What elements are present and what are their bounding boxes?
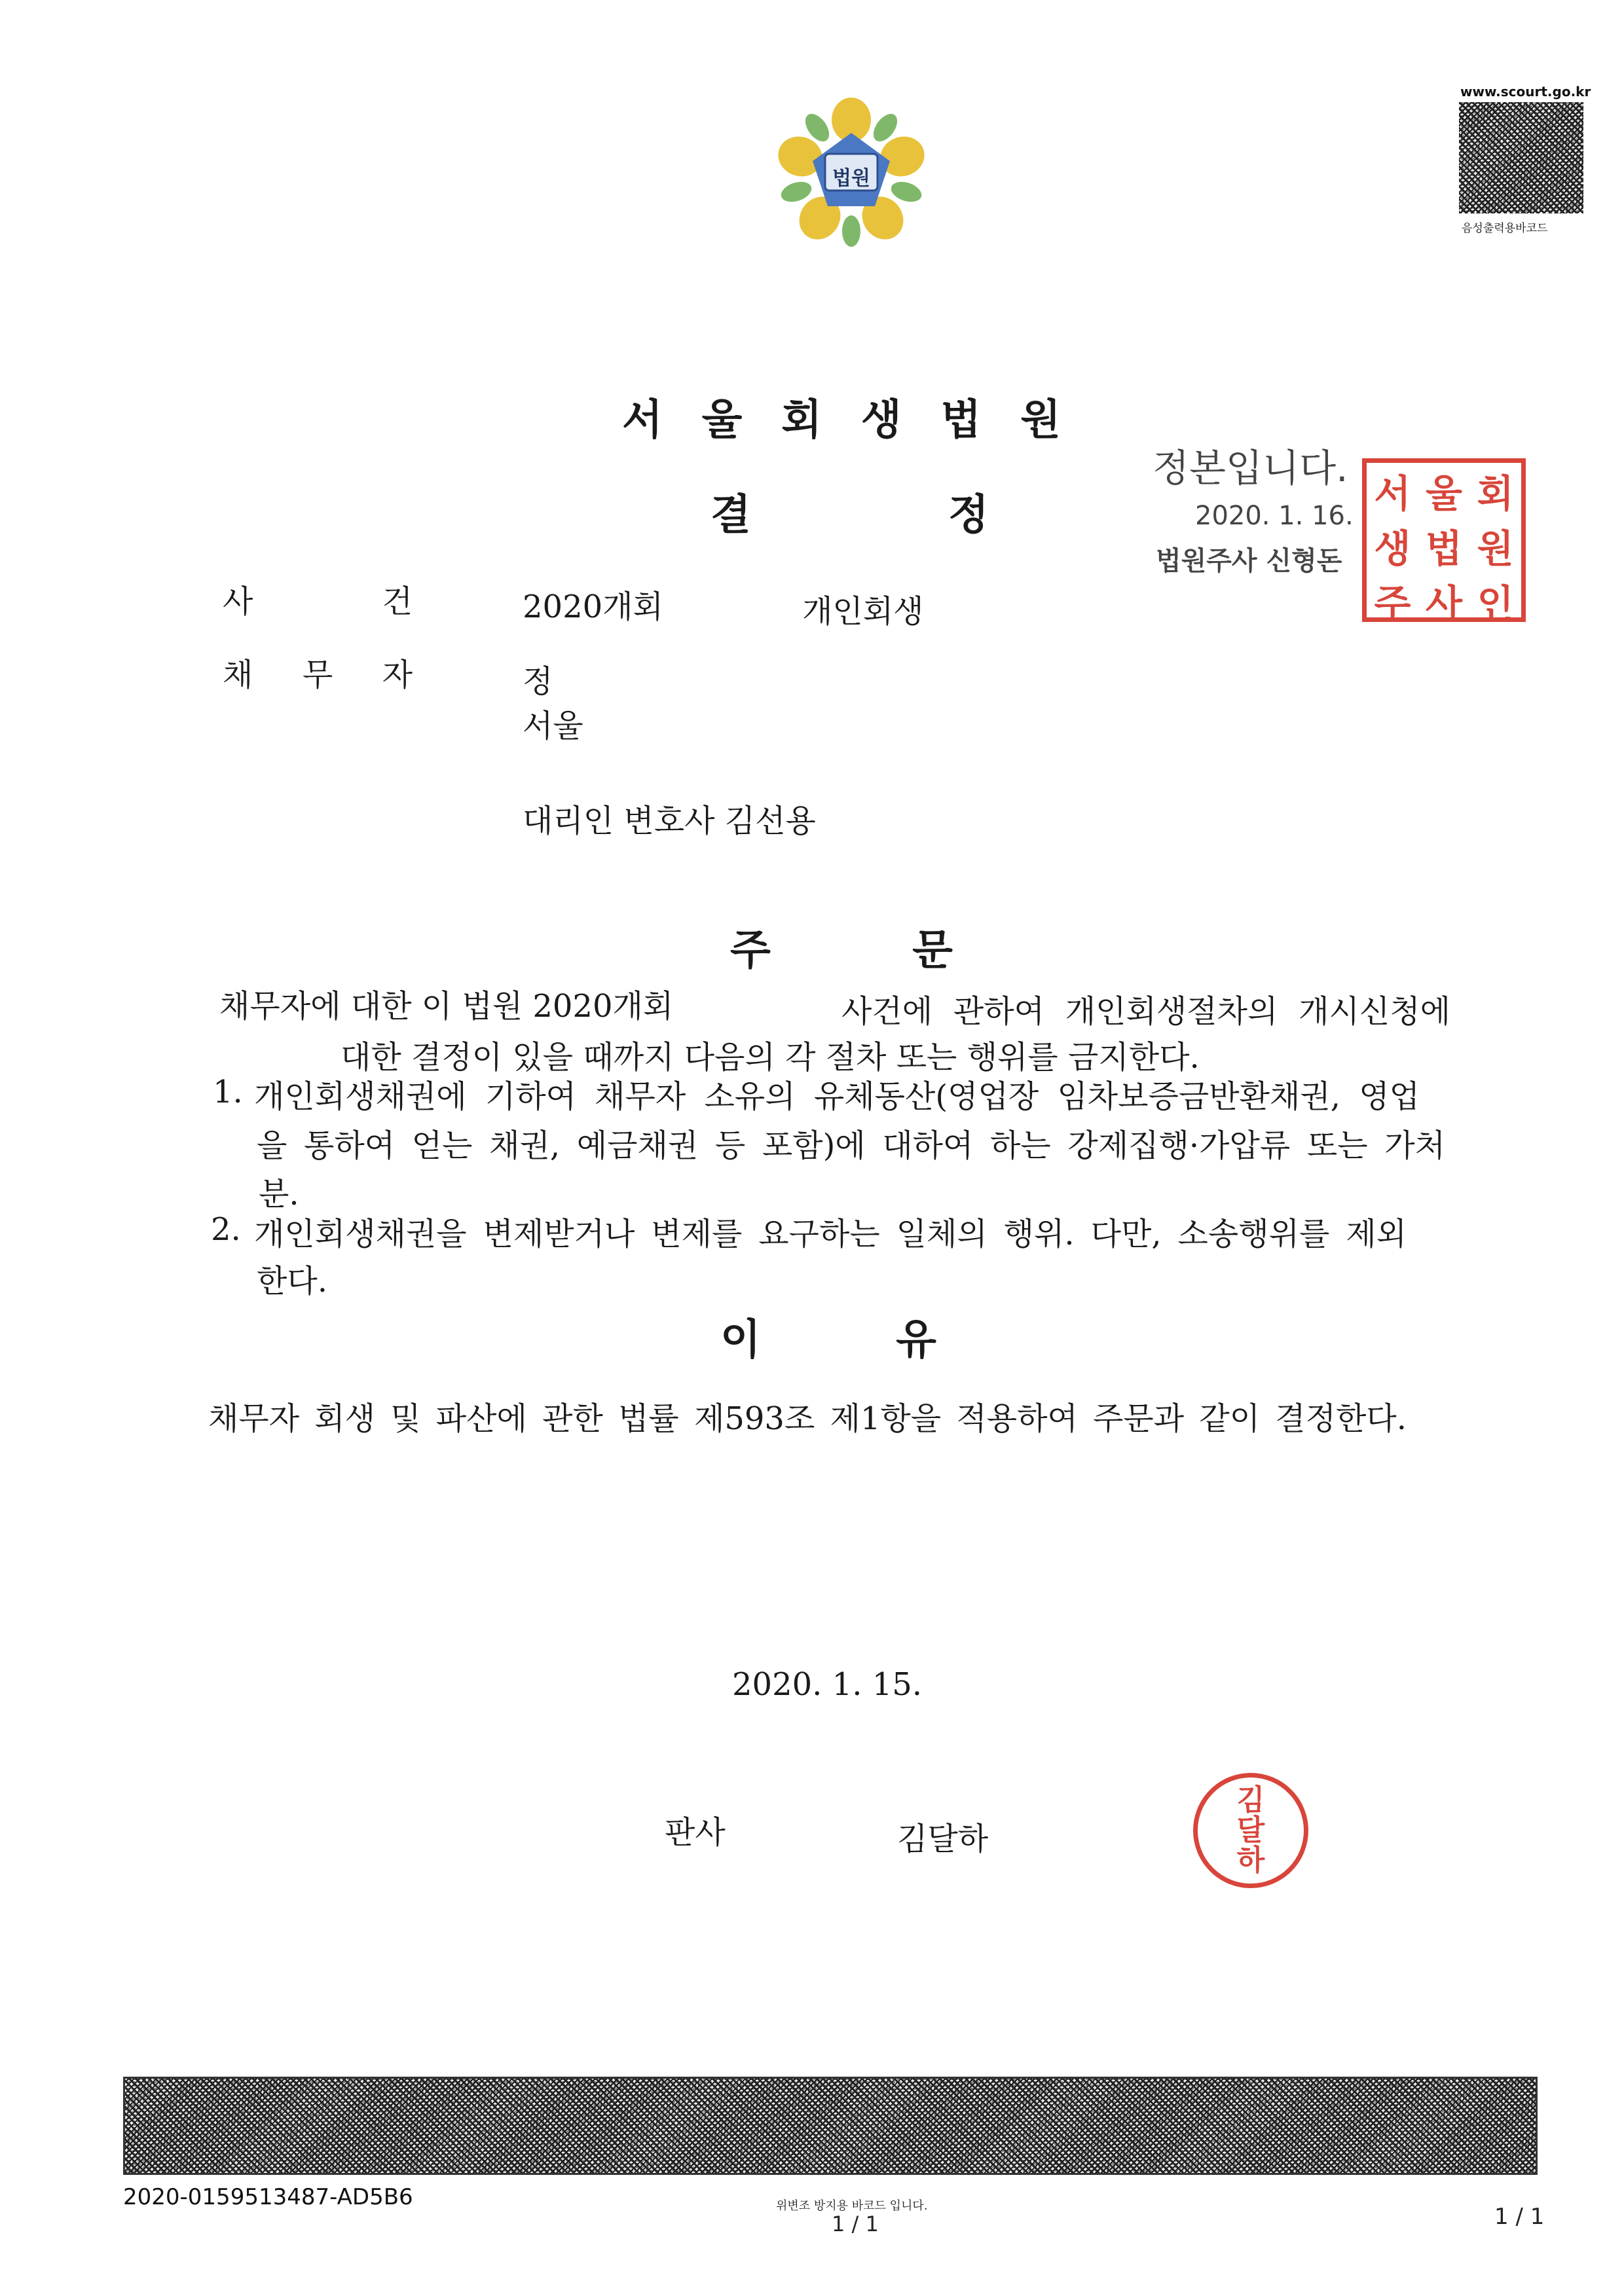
seal-char: 달 [1236,1813,1265,1847]
order-intro-part1: 채무자에 대한 이 법원 2020개회 [219,988,674,1025]
order-heading [730,917,953,977]
case-label [223,576,413,621]
doc-title-char: 정 [948,490,989,539]
order-intro-line2: 대한 결정이 있을 때까지 다음의 각 절차 또는 행위를 금지한다. [341,1039,1200,1076]
case-label-char: 사 [223,583,253,620]
page-number-center: 1 / 1 [832,2212,879,2236]
order-heading-char: 문 [912,926,953,975]
anti-forgery-barcode [123,2077,1538,2175]
emblem-label: 법원 [832,167,870,190]
order-item-2-number: 2. [211,1211,241,1248]
case-number: 2020개회 [523,589,663,625]
judge-title: 판사 [665,1814,726,1851]
page-number-right: 1 / 1 [1494,2204,1545,2230]
order-item-1-number: 1. [213,1074,243,1110]
debtor-label-char: 채 [223,657,253,693]
court-name-char: 회 [781,395,822,445]
site-url[interactable]: www.scourt.go.kr [1460,84,1591,100]
reason-heading-char: 이 [720,1315,761,1364]
debtor-name: 정 [523,663,553,700]
stamp-char: 서 [1374,471,1411,516]
order-intro-part2: 사건에 관하여 개인회생절차의 개시신청에 [841,993,1450,1030]
court-emblem [773,92,930,249]
stamp-char: 회 [1477,471,1514,516]
stamp-char: 생 [1374,526,1411,571]
judge-seal-text [1237,1785,1265,1876]
stamp-char: 법 [1425,526,1462,571]
court-name-char: 원 [1020,395,1061,445]
document-id: 2020-0159513487-AD5B6 [123,2184,413,2210]
doc-title [710,481,989,541]
case-type: 개인회생 [802,593,924,630]
doc-title-char: 결 [710,490,751,539]
court-name-char: 서 [622,395,663,445]
debtor-label [223,649,413,695]
court-name-char: 생 [860,395,902,445]
seal-char: 김 [1236,1783,1265,1817]
judge-name: 김달하 [897,1821,989,1857]
stamp-char: 주 [1374,581,1411,626]
certification-label: 정본입니다. [1153,446,1348,490]
certification-date: 2020. 1. 16. [1195,501,1354,531]
seal-char: 하 [1236,1844,1265,1877]
debtor-address: 서울 [523,708,583,744]
stamp-char: 울 [1425,471,1462,516]
court-official-stamp [1362,458,1526,626]
order-item-1-line2: 을 통하여 얻는 채권, 예금채권 등 포함)에 대하여 하는 강제집행·가압류 또는 가처 [257,1127,1445,1164]
order-item-1-line3: 분. [259,1176,299,1212]
case-label-char: 건 [382,583,413,620]
decision-date: 2020. 1. 15. [732,1666,923,1703]
judge-seal [1193,1773,1308,1888]
court-name-char: 울 [701,395,743,445]
barcode-caption: 음성출력용바코드 [1462,222,1548,235]
debtor-label-char: 무 [302,657,333,693]
debtor-agent: 대리인 변호사 김선용 [523,803,816,839]
order-item-1-line1: 개인회생채권에 기하여 채무자 소유의 유체동산(영업장 임차보증금반환채권, 영업 [254,1078,1420,1115]
reason-heading [720,1306,936,1366]
debtor-label-char: 자 [382,657,413,693]
barcode-note: 위변조 방지용 바코드 입니다. [776,2199,928,2213]
stamp-char: 원 [1477,526,1514,571]
order-item-2-line1: 개인회생채권을 변제받거나 변제를 요구하는 일체의 행위. 다만, 소송행위를 제외 [254,1216,1407,1252]
court-name-char: 법 [940,395,982,445]
order-heading-char: 주 [730,926,771,975]
certification-officer: 법원주사 신형돈 [1156,546,1342,576]
stamp-char: 사 [1425,581,1462,626]
court-name [622,386,1061,446]
order-item-2-line2: 한다. [257,1263,327,1300]
reason-text: 채무자 회생 및 파산에 관한 법률 제593조 제1항을 적용하여 주문과 같이 결정한다. [208,1400,1407,1437]
stamp-char: 인 [1477,581,1514,626]
voice-barcode [1459,102,1583,213]
order-intro-line1 [219,981,1450,1030]
reason-heading-char: 유 [896,1315,936,1364]
